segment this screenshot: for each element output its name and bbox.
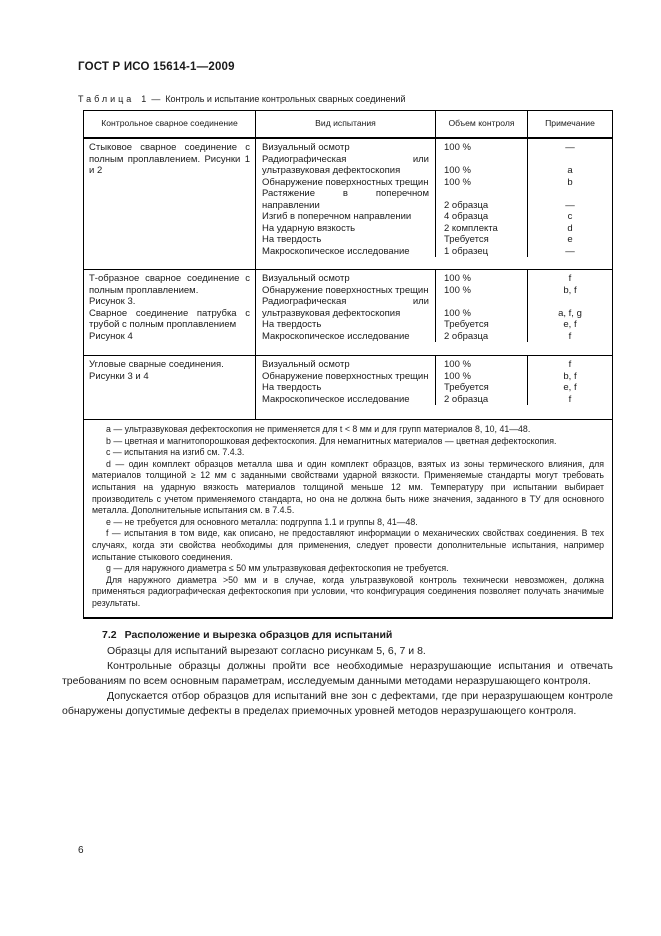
test-note-value: b, f [563,284,577,296]
test-volume [435,382,527,394]
joint-text: Т-образное сварное соединение с полным проплавлением. [89,273,250,296]
tests-area [256,139,612,269]
test-note [527,223,612,235]
test-volume-value: 2 образца [444,199,489,211]
test-note [527,246,612,258]
test-item [256,296,612,319]
test-note-value: f [568,359,572,370]
test-note [527,285,612,297]
table-footnotes [84,419,612,617]
section-7-2 [62,629,613,719]
test-note [527,371,612,383]
test-volume-value: Требуется [444,319,489,330]
test-name: Макроскопическое исследование [262,330,410,342]
table-caption-dash: — [151,94,161,104]
table-footnote: a — ультразвуковая дефектоскопия не применяется для t < 8 мм и для групп материалов 8, 10, 41—48. [106,424,531,434]
test-note [527,139,612,154]
joint-cell [84,270,256,355]
test-item [256,356,612,371]
test-volume-value: 100 % [444,284,471,296]
test-volume [435,234,527,246]
test-note [527,177,612,189]
test-volume [435,177,527,189]
test-name: На твердость [262,319,322,330]
body-paragraph: Образцы для испытаний вырезают согласно рисункам 5, 6, 7 и 8. [107,645,426,657]
table-row [84,139,612,269]
test-volume-value: 2 образца [444,393,489,405]
table-caption-word: Таблица [78,94,135,104]
test-note-value: f [568,393,572,405]
test-volume [435,296,527,319]
test-note [527,394,612,406]
test-item [256,331,612,343]
joint-text: Рисунок 4 [89,330,133,342]
header-cell-test-type: Вид испытания [315,118,376,129]
test-note-value: a, f, g [558,307,582,319]
header-cell-joint: Контрольное сварное соединение [84,111,256,137]
table-footnote: Для наружного диаметра >50 мм и в случае, когда ультразвуковой контроль технически невозможен, должна применяться радиографическая дефектоскопия при условии, что конфигурация соединения позволяет получать значимые результаты. [92,574,604,608]
test-volume-value: 100 % [444,165,471,176]
test-item [256,270,612,285]
test-note [527,319,612,331]
test-note-value: — [565,199,575,211]
test-item [256,382,612,394]
test-volume [435,356,527,371]
test-note-value: c [567,211,573,222]
joint-text: Стыковое сварное соединение с полным проплавлением. Рисунки 1 и 2 [89,142,250,176]
test-note [527,356,612,371]
standard-number: ГОСТ Р ИСО 15614-1—2009 [78,61,235,73]
test-item [256,285,612,297]
test-note-value: f [568,273,572,284]
test-volume [435,394,527,406]
test-volume-value: 100 % [444,176,471,188]
test-name: Визуальный осмотр [262,359,350,370]
test-volume-value: 2 комплекта [444,222,498,234]
test-name: Визуальный осмотр [262,273,350,284]
test-item [256,371,612,383]
joint-cell [84,139,256,269]
test-note [527,296,612,319]
test-name: На твердость [262,382,322,393]
joint-text: Рисунки 3 и 4 [89,370,149,382]
test-item [256,223,612,235]
test-volume-value: Требуется [444,234,489,245]
test-name: Обнаружение поверхностных трещин [262,176,429,188]
table-footnote: d — один комплект образцов металла шва и один комплект образцов, взятых из зоны термического влияния, для материалов толщиной ≥ 12 мм с заданными свойствами ударной вязкости. Применяемые стандарты могут требовать испытания на ударную вязкость материалов толщиной меньше 12 мм. Температуру при испытании выбирает производитель с учетом применяемого стандарта, но она не должна быть ниже значения, заданного в ТУ для основного металла. Дополнительные испытания см. в 7.4.5. [92,458,604,516]
test-item [256,188,612,211]
table-footnote: f — испытания в том виде, как описано, не предоставляют информации о механических свойствах соединения. В тех случаях, когда эти свойства необходимы для применения, следует провести дополнительные испытания, например испытание стыкового соединения. [92,528,604,562]
test-volume-value: 100 % [444,142,471,153]
test-name: Обнаружение поверхностных трещин [262,370,429,382]
body-paragraph: Контрольные образцы должны пройти все необходимые неразрушающие испытания и отвечать требованиям по всем основным параметрам, исследуемым данными методами неразрушающего контроля. [62,660,613,687]
tests-area [256,356,612,419]
test-note [527,188,612,211]
test-item [256,394,612,406]
test-note [527,382,612,394]
header-cell-volume: Объем контроля [435,111,527,137]
test-item [256,139,612,154]
test-item [256,177,612,189]
test-volume [435,285,527,297]
test-note-value: e, f [563,319,577,330]
test-name: Растяжение в поперечном направлении [262,188,429,211]
test-note-value: e, f [563,382,577,393]
test-name: На твердость [262,234,322,245]
test-volume-value: 1 образец [444,245,489,257]
test-item [256,211,612,223]
test-name: На ударную вязкость [262,222,356,234]
test-note [527,154,612,177]
test-volume-value: 100 % [444,307,471,319]
table-header-row [84,111,612,139]
test-volume-value: 100 % [444,359,471,370]
test-note [527,270,612,285]
test-volume [435,211,527,223]
test-volume [435,331,527,343]
table-body [84,139,612,419]
header-cell-note: Примечание [527,111,612,137]
test-item [256,246,612,258]
test-note [527,211,612,223]
table-caption-title: Контроль и испытание контрольных сварных соединений [165,94,406,104]
test-name: Радиографическая или ультразвуковая дефектоскопия [262,153,429,176]
table-row [84,355,612,419]
section-paragraphs [62,644,613,719]
test-volume [435,188,527,211]
test-note-value: a [567,165,573,176]
table-footnote: b — цветная и магнитопорошковая дефектоскопия. Для немагнитных материалов — цветная дефектоскопия. [106,435,557,446]
test-volume-value: 100 % [444,273,471,284]
test-note [527,331,612,343]
test-volume-value: 100 % [444,370,471,382]
table-row [84,269,612,355]
test-item [256,234,612,246]
test-note-value: — [565,245,575,257]
test-note-value: b [567,176,573,188]
test-name: Макроскопическое исследование [262,245,410,257]
test-name: Изгиб в поперечном направлении [262,211,412,222]
control-tests-table [83,110,613,619]
test-name: Обнаружение поверхностных трещин [262,284,429,296]
test-note-value: d [567,222,573,234]
test-volume-value: 4 образца [444,211,489,222]
test-item [256,319,612,331]
table-footnote: c — испытания на изгиб см. 7.4.3. [106,447,245,458]
table-caption-number: 1 [141,94,147,104]
test-volume-value: Требуется [444,382,489,393]
test-name: Радиографическая или ультразвуковая дефектоскопия [262,296,429,319]
section-title: Расположение и вырезка образцов для испытаний [124,629,393,641]
section-number: 7.2 [102,629,117,641]
table-footnote: e — не требуется для основного металла: подгруппа 1.1 и группы 8, 41—48. [106,516,418,527]
section-heading [102,629,613,641]
test-volume-value: 2 образца [444,330,489,342]
test-volume [435,246,527,258]
test-volume [435,371,527,383]
test-volume [435,319,527,331]
joint-text: Сварное соединение патрубка с трубой с полным проплавлением [89,307,250,330]
test-volume [435,270,527,285]
test-volume [435,154,527,177]
test-volume [435,223,527,235]
test-note [527,234,612,246]
joint-text: Угловые сварные соединения. [89,359,224,370]
table-caption [78,94,406,104]
joint-cell [84,356,256,419]
test-item [256,154,612,177]
table-footnote: g — для наружного диаметра ≤ 50 мм ультразвуковая дефектоскопия не требуется. [106,563,449,574]
joint-text: Рисунок 3. [89,296,136,307]
test-note-value: — [565,142,575,153]
test-name: Макроскопическое исследование [262,393,410,405]
body-paragraph: Допускается отбор образцов для испытаний вне зон с дефектами, где при неразрушающем контроле обнаружены допустимые дефекты в пределах приемочных уровней методов неразрушающего контроля. [62,690,613,717]
test-note-value: f [568,330,572,342]
test-note-value: e [567,234,573,245]
page-number: 6 [78,845,84,856]
tests-area [256,270,612,355]
test-note-value: b, f [563,370,577,382]
test-name: Визуальный осмотр [262,142,350,153]
test-volume [435,139,527,154]
